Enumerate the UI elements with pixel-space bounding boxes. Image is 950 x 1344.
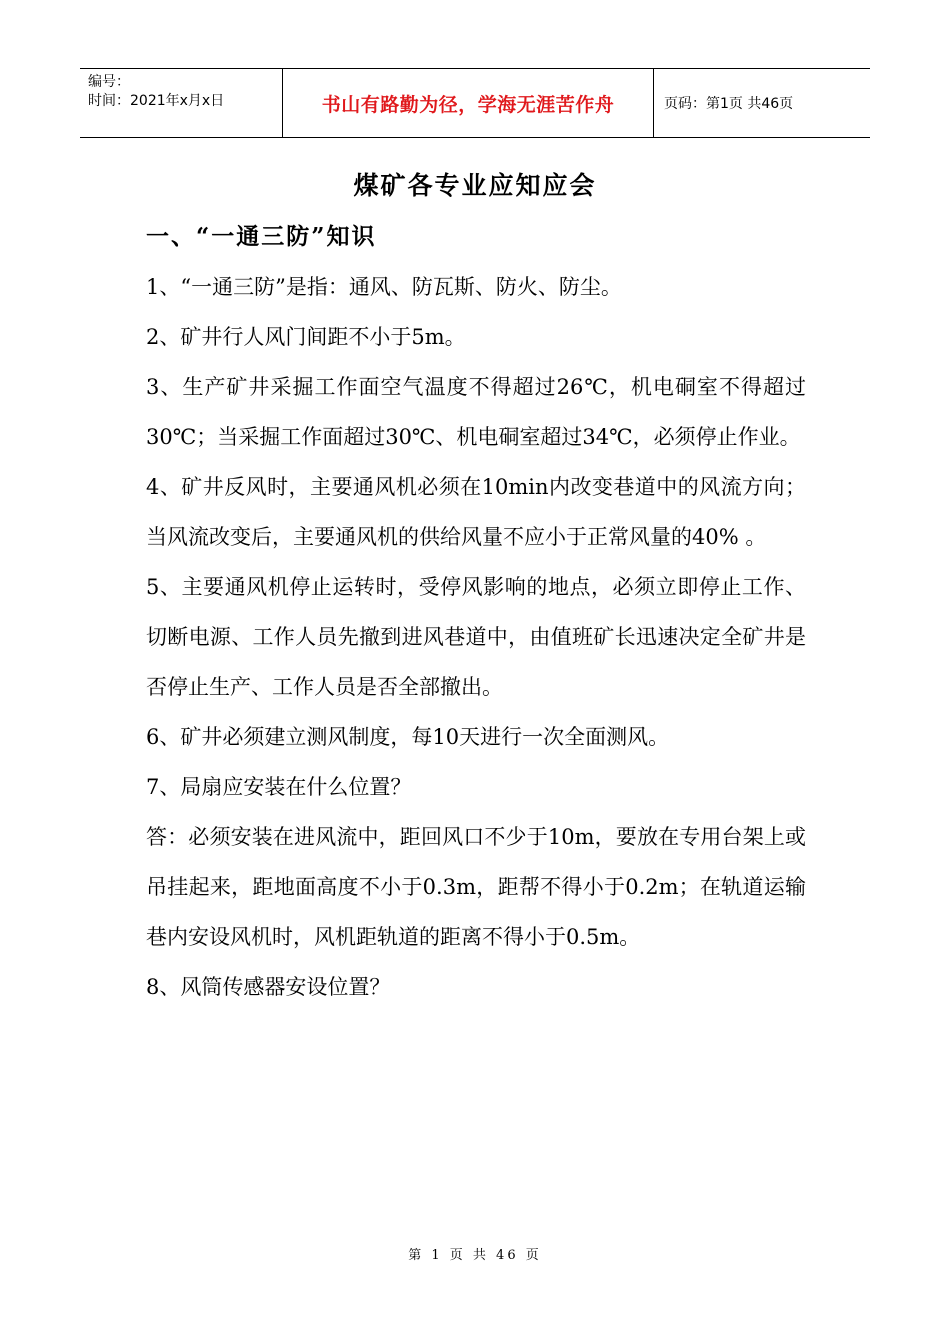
header-motto: 书山有路勤为径，学海无涯苦作舟 <box>282 69 654 137</box>
paragraph: 5、主要通风机停止运转时，受停风影响的地点，必须立即停止工作、切断电源、工作人员先撤到进风巷道中，由值班矿长迅速决定全矿井是否停止生产、工作人员是否全部撤出。 <box>146 575 806 699</box>
paragraph: 2、矿井行人风门间距不小于5m。 <box>146 325 466 349</box>
document-time-label: 时间：2021年x月x日 <box>88 93 225 109</box>
paragraph: 6、矿井必须建立测风制度，每10天进行一次全面测风。 <box>146 725 670 749</box>
document-body <box>146 262 806 1012</box>
paragraph: 7、局扇应安装在什么位置？ <box>146 775 412 799</box>
page-footer: 第 1 页 共 46 页 <box>408 1248 542 1263</box>
header-meta <box>80 69 282 137</box>
paragraph: 4、矿井反风时，主要通风机必须在10min内改变巷道中的风流方向；当风流改变后，主要通风机的供给风量不应小于正常风量的40% 。 <box>146 475 806 549</box>
paragraph: 3、生产矿井采掘工作面空气温度不得超过26℃，机电硐室不得超过30℃；当采掘工作面超过30℃、机电硐室超过34℃，必须停止作业。 <box>146 375 806 449</box>
page-header <box>80 68 870 138</box>
paragraph: 1、“一通三防”是指：通风、防瓦斯、防火、防尘。 <box>146 275 622 299</box>
document-number-label: 编号： <box>88 74 130 90</box>
header-page-info: 页码：第1页 共46页 <box>664 96 794 112</box>
paragraph: 8、风筒传感器安设位置？ <box>146 975 391 999</box>
document-title: 煤矿各专业应知应会 <box>353 171 597 200</box>
paragraph: 答：必须安装在进风流中，距回风口不少于10m，要放在专用台架上或吊挂起来，距地面高度不小于0.3m，距帮不得小于0.2m；在轨道运输巷内安设风机时，风机距轨道的距离不得小于0.5m。 <box>146 825 806 949</box>
section-heading: 一、“一通三防”知识 <box>146 223 377 250</box>
